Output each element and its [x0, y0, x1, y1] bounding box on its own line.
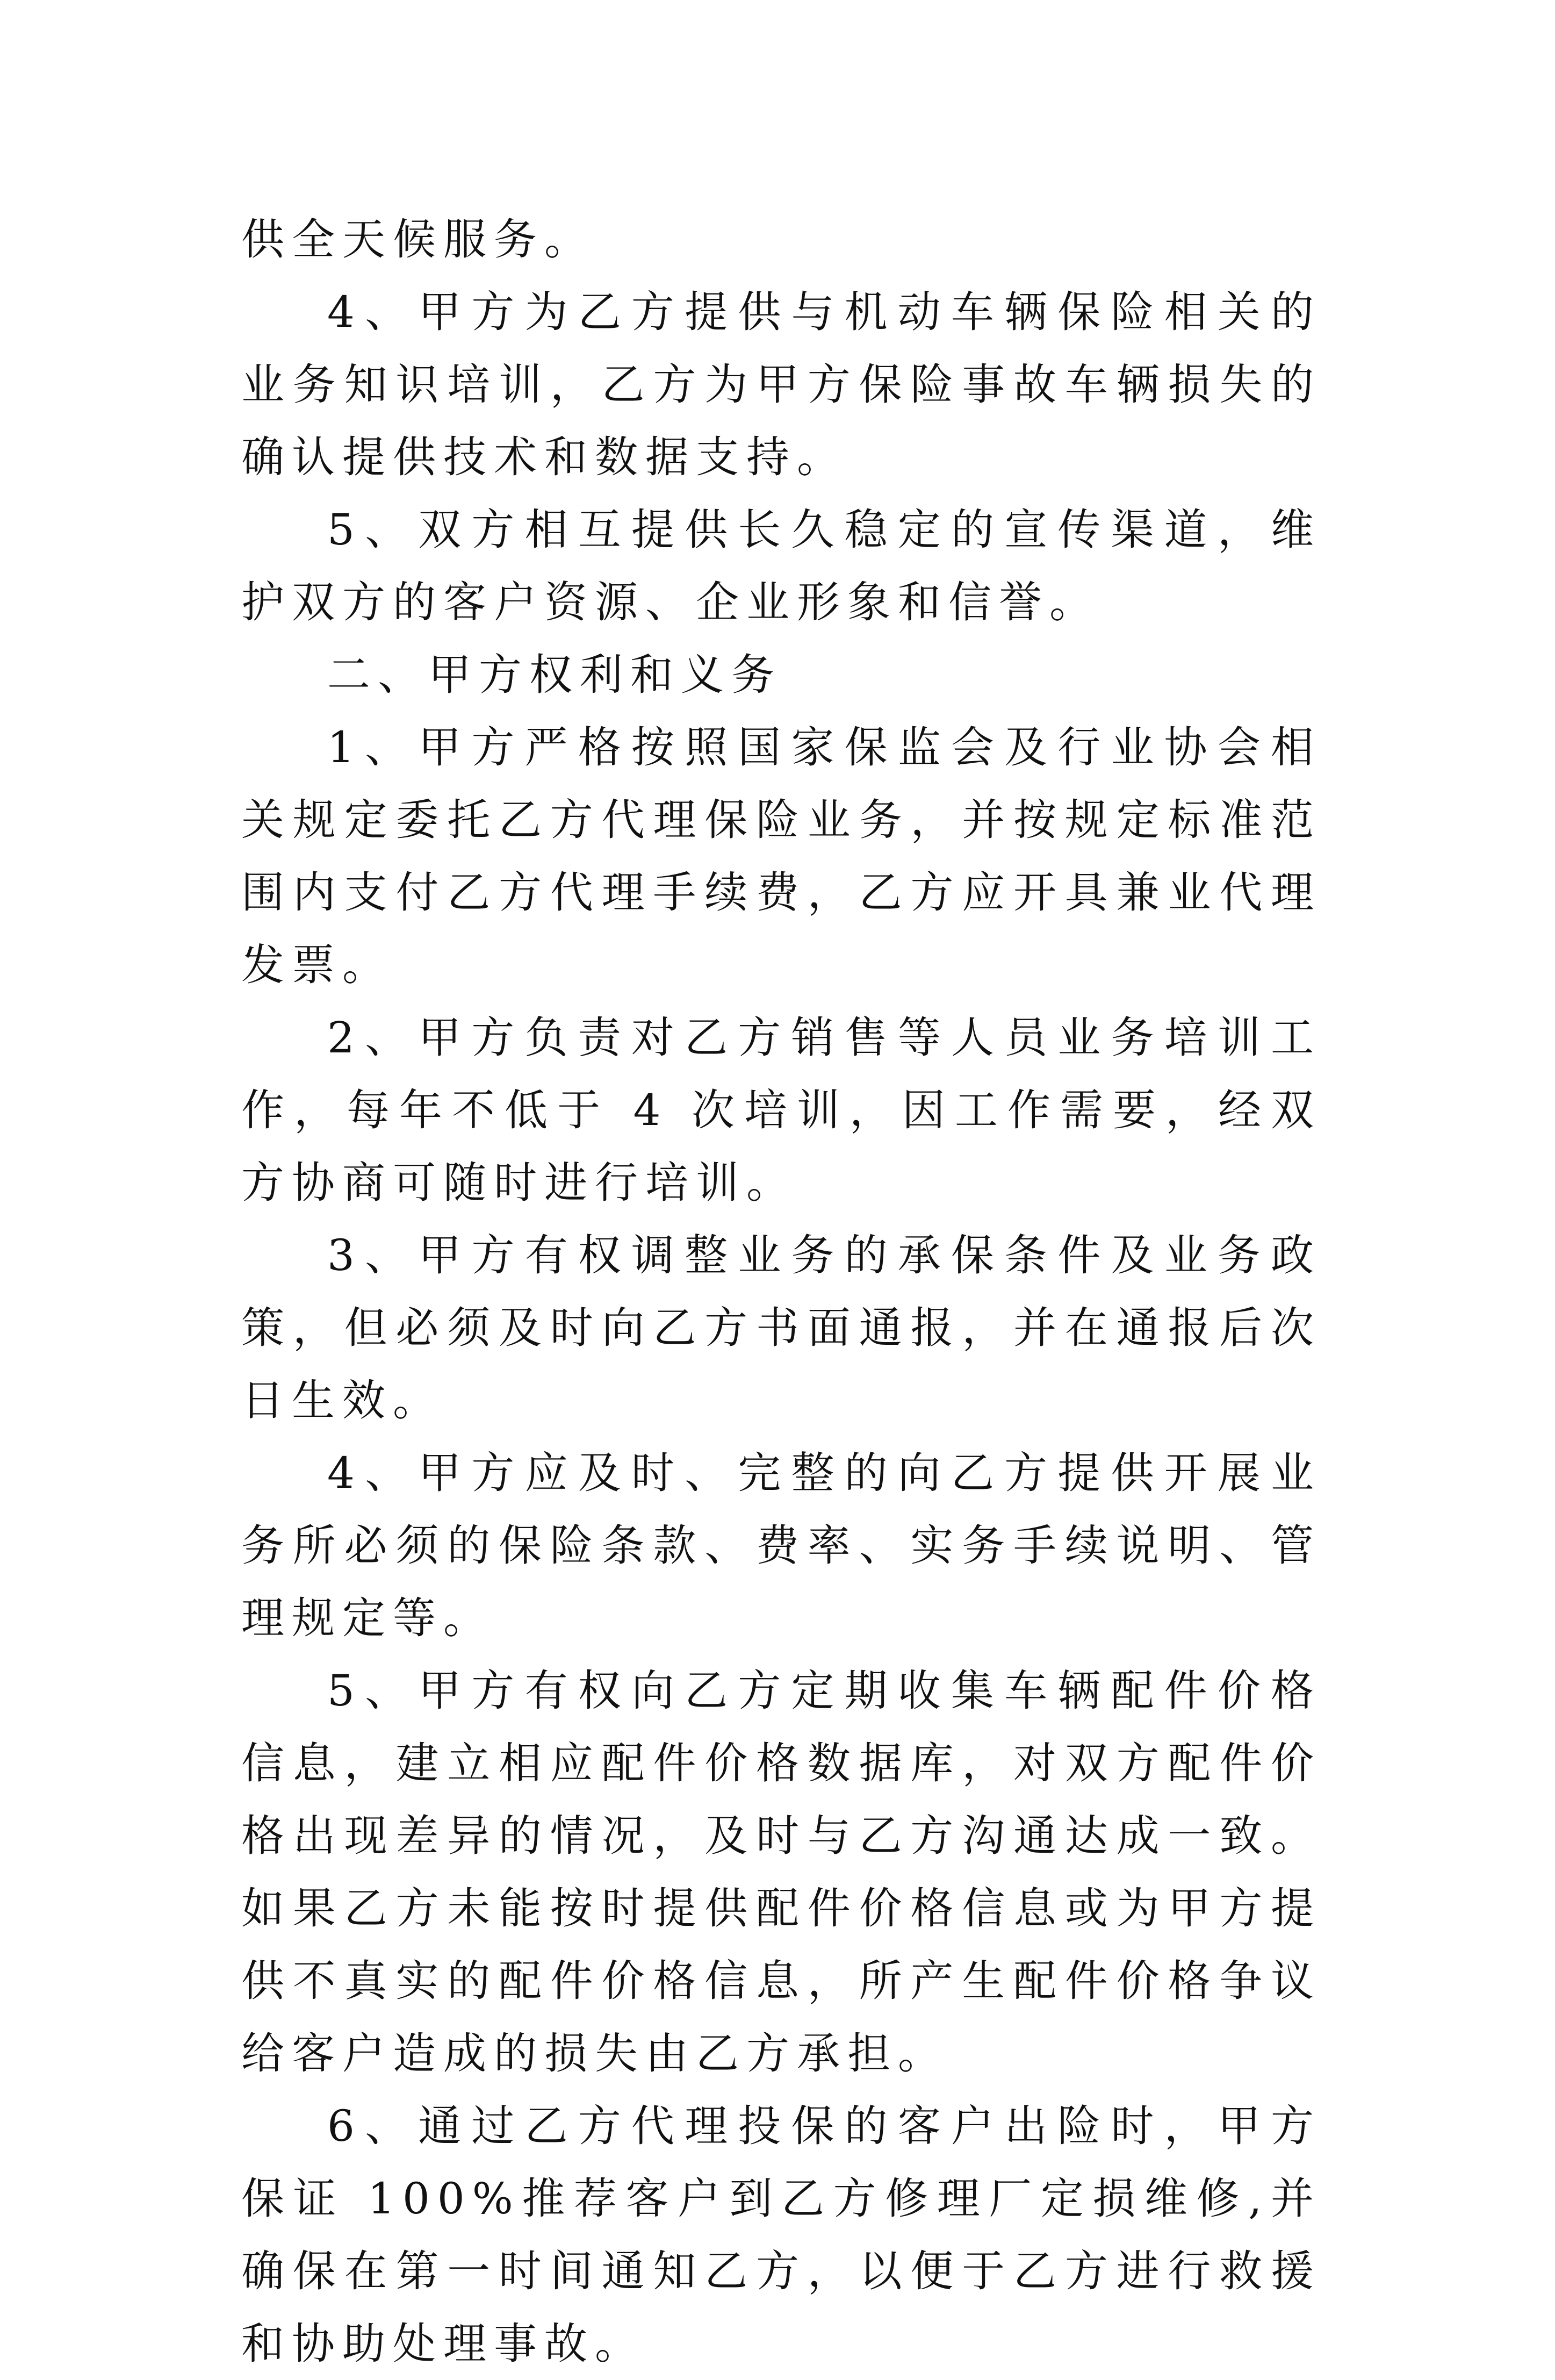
paragraph-continuation: 供全天候服务。	[241, 214, 595, 264]
paragraph-a-clause-5: 5、甲方有权向乙方定期收集车辆配件价格信息，建立相应配件价格数据库，对双方配件价格出现差异的情况，及时与乙方沟通达成一致。如果乙方未能按时提供配件价格信息或为甲方提供不真实的配件价格信息，所产生配件价格争议给客户造成的损失由乙方承担。	[241, 1666, 1321, 2078]
paragraph-a-clause-1: 1、甲方严格按照国家保监会及行业协会相关规定委托乙方代理保险业务，并按规定标准范围内支付乙方代理手续费，乙方应开具兼业代理发票。	[241, 722, 1321, 990]
document-body	[241, 203, 1321, 2380]
section-heading-party-a-rights: 二、甲方权利和义务	[327, 650, 782, 700]
paragraph-clause-4-training: 4、甲方为乙方提供与机动车辆保险相关的业务知识培训，乙方为甲方保险事故车辆损失的确认提供技术和数据支持。	[241, 287, 1321, 482]
paragraph-a-clause-2: 2、甲方负责对乙方销售等人员业务培训工作，每年不低于 4 次培训，因工作需要，经双方协商可随时进行培训。	[241, 1013, 1321, 1208]
paragraph-a-clause-3: 3、甲方有权调整业务的承保条件及业务政策，但必须及时向乙方书面通报，并在通报后次日生效。	[241, 1230, 1321, 1425]
paragraph-a-clause-4: 4、甲方应及时、完整的向乙方提供开展业务所必须的保险条款、费率、实务手续说明、管理规定等。	[241, 1448, 1321, 1643]
paragraph-a-clause-6: 6、通过乙方代理投保的客户出险时，甲方保证 100%推荐客户到乙方修理厂定损维修,并确保在第一时间通知乙方，以便于乙方进行救援和协助处理事故。	[241, 2101, 1321, 2369]
paragraph-clause-5-promotion: 5、双方相互提供长久稳定的宣传渠道，维护双方的客户资源、企业形象和信誉。	[241, 505, 1321, 627]
